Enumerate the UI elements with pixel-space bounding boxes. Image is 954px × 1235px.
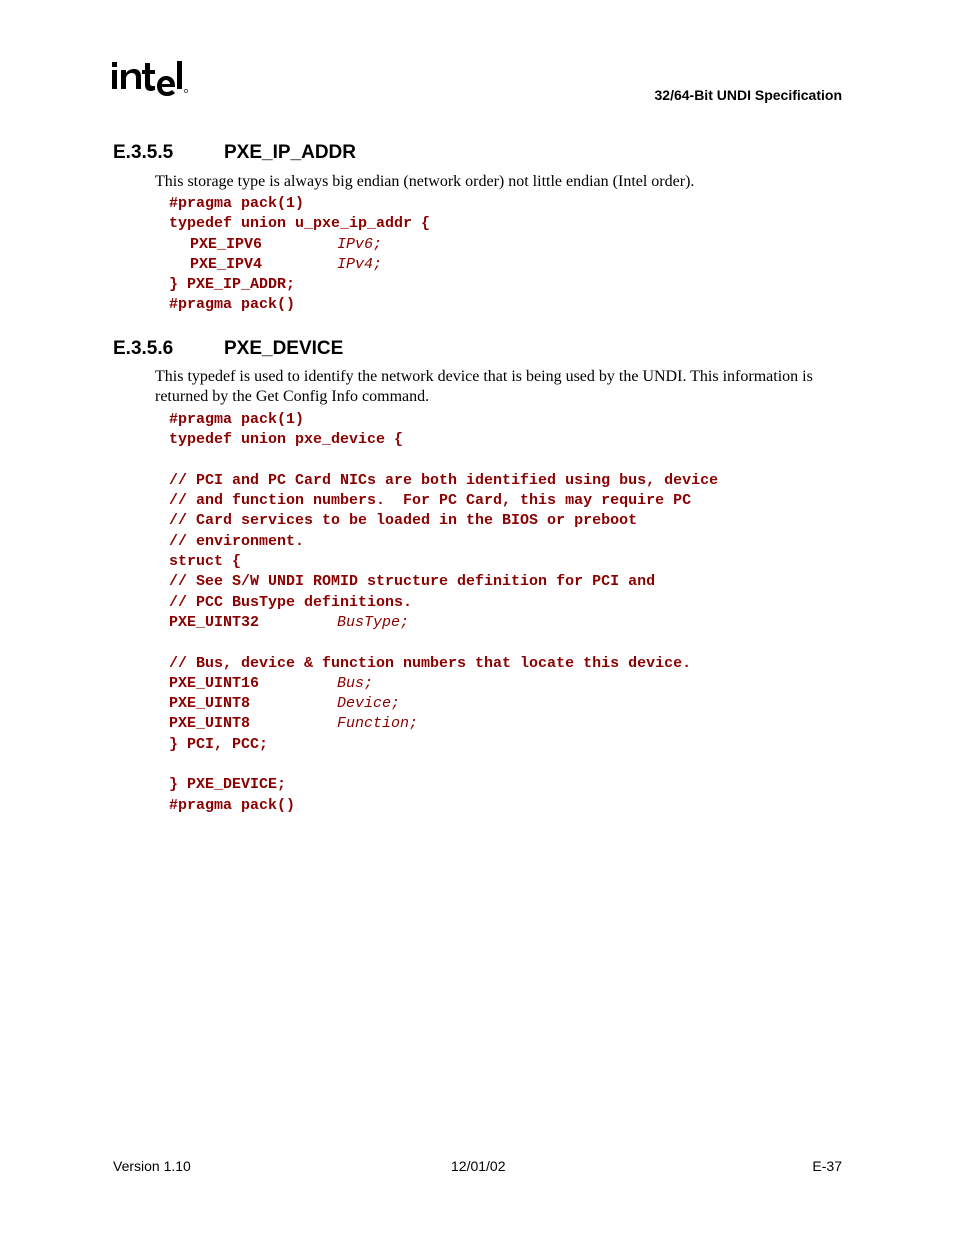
- field-name: Function;: [337, 715, 419, 733]
- code-line-typedef-close: } PXE_DEVICE;: [169, 776, 287, 794]
- code-block-pxe-ip-addr: [169, 194, 430, 316]
- code-line-comment: // and function numbers. For PC Card, this may require PC: [169, 492, 692, 510]
- section-number: E.3.5.6: [113, 338, 174, 359]
- intel-logo-graphic: [110, 56, 190, 102]
- field-name: BusType;: [337, 613, 410, 631]
- code-line-field: [169, 255, 430, 275]
- code-line-struct: struct {: [169, 553, 242, 571]
- code-line-pragma: #pragma pack(1): [169, 411, 305, 428]
- code-line-field: [169, 694, 718, 714]
- section-number: E.3.5.5: [113, 142, 174, 163]
- footer-version: Version 1.10: [113, 1158, 191, 1174]
- section-heading-pxe-device: [113, 338, 343, 360]
- code-line-typedef-close: } PXE_IP_ADDR;: [169, 276, 296, 294]
- field-type: PXE_UINT8: [169, 715, 251, 733]
- code-line-field: [169, 714, 718, 734]
- code-line-pragma: #pragma pack(): [169, 296, 296, 314]
- code-line-comment: // Card services to be loaded in the BIOS or preboot: [169, 512, 638, 530]
- code-line-pragma: #pragma pack(): [169, 796, 296, 814]
- field-type: PXE_UINT8: [169, 695, 251, 713]
- section-description: This typedef is used to identify the network device that is being used by the UNDI. This information is returned by the Get Config Info command.: [155, 368, 813, 405]
- code-line-blank: [169, 633, 718, 653]
- code-line-field: [169, 235, 430, 255]
- field-name: Bus;: [337, 674, 374, 692]
- code-line-field: [169, 613, 718, 633]
- code-block-pxe-device: [169, 410, 718, 816]
- field-type: PXE_IPV4: [190, 255, 263, 273]
- code-line-struct-close: } PCI, PCC;: [169, 735, 269, 753]
- section-description: This storage type is always big endian (network order) not little endian (Intel order).: [155, 173, 695, 190]
- section-title: PXE_IP_ADDR: [224, 142, 356, 163]
- code-line-comment: // See S/W UNDI ROMID structure definition for PCI and: [169, 573, 656, 591]
- field-name: IPv4;: [337, 255, 383, 273]
- document-title: 32/64-Bit UNDI Specification: [654, 87, 842, 103]
- code-line-comment: // PCC BusType definitions.: [169, 593, 413, 611]
- code-line-blank: [169, 451, 718, 471]
- code-line-comment: // Bus, device & function numbers that locate this device.: [169, 654, 692, 672]
- code-line-blank: [169, 755, 718, 775]
- code-line-comment: // environment.: [169, 532, 305, 550]
- code-line-field: [169, 674, 718, 694]
- footer-page-number: E-37: [812, 1158, 842, 1174]
- code-line-typedef: typedef union u_pxe_ip_addr {: [169, 215, 431, 233]
- code-line-pragma: #pragma pack(1): [169, 195, 305, 212]
- footer-date: 12/01/02: [451, 1158, 506, 1174]
- field-name: IPv6;: [337, 235, 383, 253]
- section-title: PXE_DEVICE: [224, 338, 344, 359]
- field-type: PXE_UINT16: [169, 674, 260, 692]
- field-type: PXE_IPV6: [190, 235, 263, 253]
- intel-logo-icon: [110, 56, 190, 102]
- code-line-comment: // PCI and PC Card NICs are both identified using bus, device: [169, 471, 719, 489]
- field-name: Device;: [337, 695, 401, 713]
- code-line-typedef: typedef union pxe_device {: [169, 431, 404, 449]
- section-heading-pxe-ip-addr: [113, 142, 356, 164]
- field-type: PXE_UINT32: [169, 613, 260, 631]
